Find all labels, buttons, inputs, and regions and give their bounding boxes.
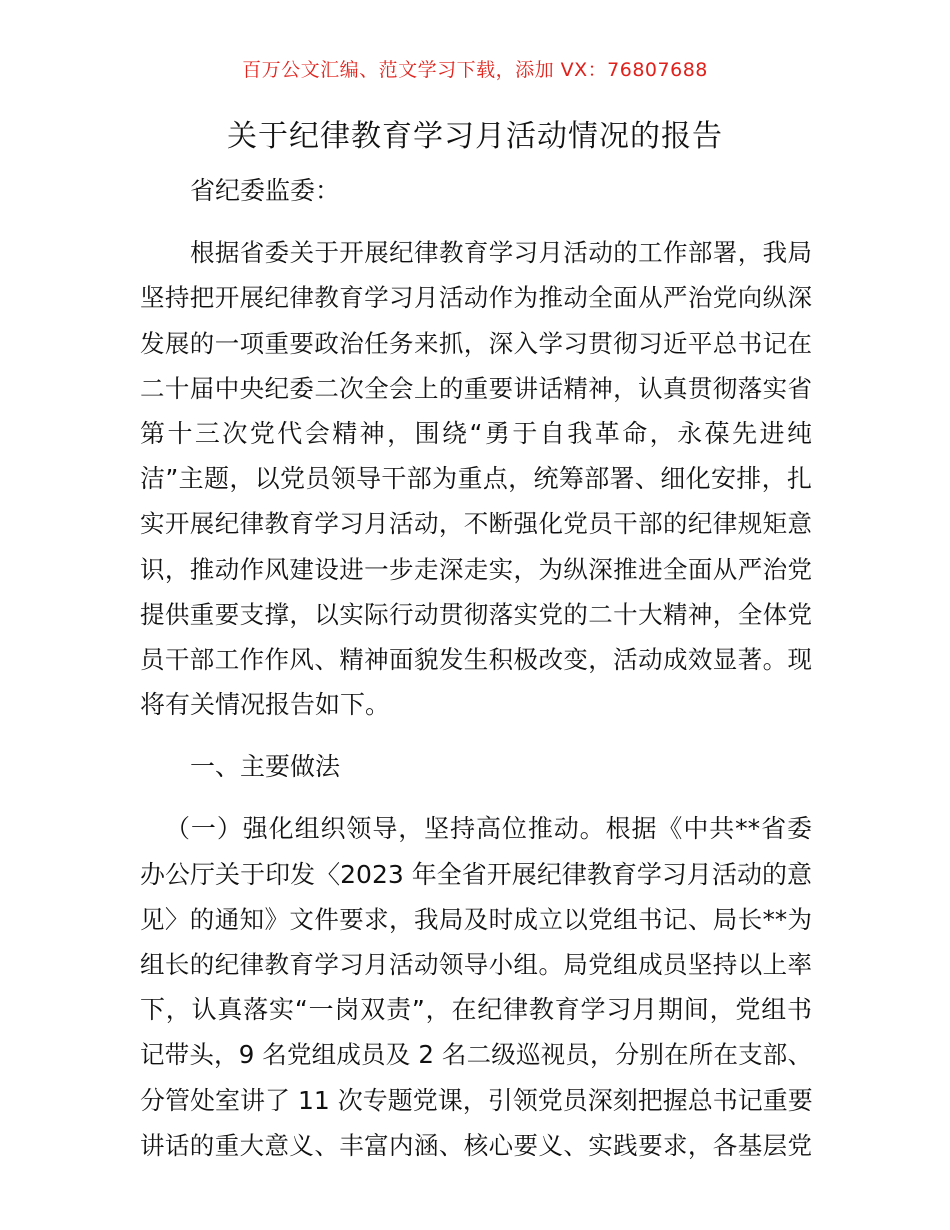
document-body xyxy=(140,168,812,1168)
paragraph-line: 坚持把开展纪律教育学习月活动作为推动全面从严治党向纵深 xyxy=(140,283,812,313)
paragraph-line: 第十三次党代会精神，围绕“勇于自我革命，永葆先进纯 xyxy=(140,418,812,448)
header-watermark-note: 百万公文汇编、范文学习下载，添加 VX：76807688 xyxy=(242,59,708,81)
paragraph-line: 下，认真落实“一岗双责”，在纪律教育学习月期间，党组书 xyxy=(140,995,812,1025)
section-heading: 一、主要做法 xyxy=(190,752,341,782)
paragraph-line: 组长的纪律教育学习月活动领导小组。局党组成员坚持以上率 xyxy=(140,950,812,979)
paragraph-line: （一）强化组织领导，坚持高位推动。根据《中共**省委 xyxy=(165,814,812,844)
paragraph-line: 二十届中央纪委二次全会上的重要讲话精神，认真贯彻落实省 xyxy=(140,373,812,403)
paragraph-1 xyxy=(140,230,812,727)
paragraph-line: 提供重要支撑，以实际行动贯彻落实党的二十大精神，全体党 xyxy=(140,599,812,629)
paragraph-line: 分管处室讲了 11 次专题党课，引领党员深刻把握总书记重要 xyxy=(140,1085,813,1115)
paragraph-line: 见〉的通知》文件要求，我局及时成立以党组书记、局长**为 xyxy=(140,904,812,934)
paragraph-line: 记带头，9 名党组成员及 2 名二级巡视员，分别在所在支部、 xyxy=(140,1040,812,1070)
paragraph-spacer xyxy=(140,789,812,806)
paragraph-2 xyxy=(140,806,812,1168)
paragraph-line: 办公厅关于印发〈2023 年全省开展纪律教育学习月活动的意 xyxy=(140,859,812,889)
paragraph-line: 识，推动作风建设进一步走深走实，为纵深推进全面从严治党 xyxy=(140,554,812,584)
paragraph-line: 根据省委关于开展纪律教育学习月活动的工作部署，我局 xyxy=(190,238,812,268)
paragraph-line: 洁”主题，以党员领导干部为重点，统筹部署、细化安排，扎 xyxy=(140,464,812,494)
paragraph-line: 员干部工作作风、精神面貌发生积极改变，活动成效显著。现 xyxy=(140,644,812,674)
paragraph-line: 实开展纪律教育学习月活动，不断强化党员干部的纪律规矩意 xyxy=(140,509,812,539)
paragraph-spacer xyxy=(140,727,812,744)
paragraph-line: 发展的一项重要政治任务来抓，深入学习贯彻习近平总书记在 xyxy=(140,328,812,358)
paragraph-line: 将有关情况报告如下。 xyxy=(140,690,391,720)
paragraph-line: 讲话的重大意义、丰富内涵、核心要义、实践要求，各基层党 xyxy=(140,1130,812,1160)
paragraph-spacer xyxy=(140,213,812,230)
document-title: 关于纪律教育学习月活动情况的报告 xyxy=(227,119,723,154)
salutation: 省纪委监委： xyxy=(190,176,341,205)
